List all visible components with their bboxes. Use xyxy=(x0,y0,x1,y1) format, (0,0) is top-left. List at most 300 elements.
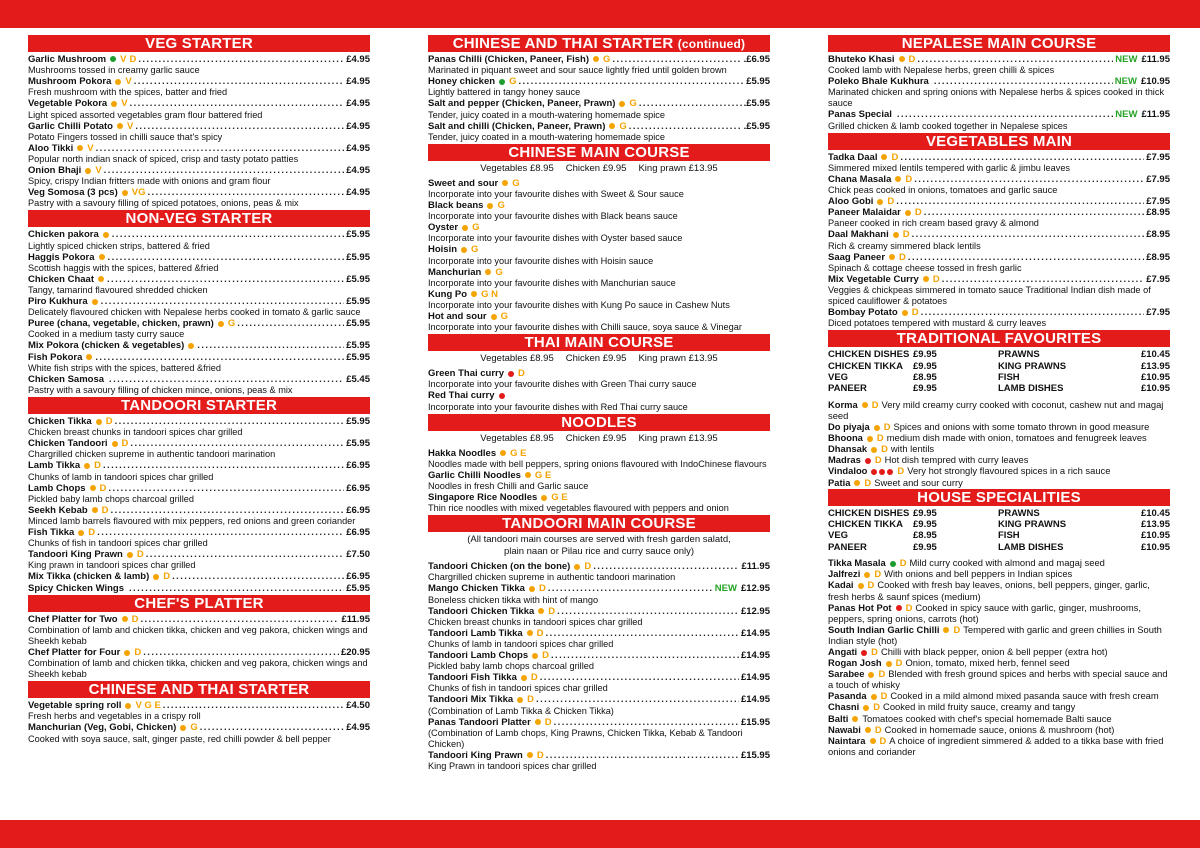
item-name: Paneer Malaidar xyxy=(828,207,901,219)
item-name: Garlic Mushroom xyxy=(28,54,107,65)
price-table-cell: FISH xyxy=(998,372,1020,384)
spice-dot-icon xyxy=(871,694,877,700)
dietary-tag: D xyxy=(899,251,906,263)
price-table-cell: CHICKEN DISHES xyxy=(828,349,910,361)
item-price: £6.95 xyxy=(346,571,370,583)
item-price: .£5.95 xyxy=(743,98,770,110)
spice-dot-icon xyxy=(887,469,893,475)
dot-leader xyxy=(143,647,339,658)
menu-item-row xyxy=(428,368,770,379)
spice-dot-icon xyxy=(499,79,505,85)
item-price: £5.95 xyxy=(346,318,370,330)
item-markers xyxy=(461,222,479,233)
dietary-tag: G xyxy=(471,244,479,256)
spice-dot-icon xyxy=(874,425,880,431)
curry-description: Spices and onions with some tomato thrown in good measure xyxy=(893,421,1150,433)
spice-dot-icon xyxy=(865,458,871,464)
price-option: Chicken £9.95 xyxy=(565,162,627,174)
item-price: £11.95 xyxy=(741,561,770,573)
item-description: Chunks of lamb in tandoori spices char grilled xyxy=(428,639,614,650)
section-vegetables-main xyxy=(828,133,1170,330)
dietary-tag: V G E xyxy=(135,700,161,712)
menu-item-row xyxy=(428,628,770,639)
price-table-cell: £9.95 xyxy=(913,349,937,361)
spice-dot-icon xyxy=(508,371,514,377)
dot-leader xyxy=(172,571,344,582)
price-table-cell: KING PRAWNS xyxy=(998,519,1067,531)
item-description: Incorporate into your favourite dishes with Manchurian sauce xyxy=(428,277,676,288)
item-price: £7.95 xyxy=(1146,173,1170,185)
item-name: Vegetable spring roll xyxy=(28,700,122,712)
menu-item-row xyxy=(28,416,370,427)
item-name: Garlic Chilli Potato xyxy=(28,120,113,132)
menu-item-row xyxy=(28,647,370,658)
dietary-tag: G xyxy=(495,266,503,278)
item-markers xyxy=(534,717,552,728)
section-thai-main-course xyxy=(428,334,770,412)
dietary-tag: V xyxy=(121,98,128,110)
dot-leader xyxy=(917,54,1113,65)
curry-name: Korma xyxy=(828,398,858,410)
menu-item-row xyxy=(428,561,770,572)
item-markers xyxy=(888,252,906,263)
item-price: £4.95 xyxy=(346,142,370,154)
item-price: £4.50 xyxy=(346,700,370,712)
price-table-cell: £9.95 xyxy=(913,519,937,531)
price-table xyxy=(828,508,1170,554)
dietary-tag: D xyxy=(94,460,101,472)
dietary-tag: G xyxy=(603,54,611,65)
spice-dot-icon xyxy=(541,495,547,501)
menu-item-row xyxy=(28,505,370,516)
item-price: £4.95 xyxy=(346,120,370,132)
menu-item-row xyxy=(28,121,370,132)
spice-dot-icon xyxy=(890,561,896,567)
section-tandoori-main-course xyxy=(428,515,770,772)
section-title: TRADITIONAL FAVOURITES xyxy=(896,330,1102,348)
section-header-thai-main-course xyxy=(428,334,770,351)
curry-name: Dhansak xyxy=(828,443,868,455)
menu-item-row xyxy=(828,196,1170,207)
dot-leader xyxy=(134,76,344,87)
dietary-tag: G xyxy=(497,200,505,212)
dietary-tag: D xyxy=(902,229,910,241)
item-markers xyxy=(531,650,549,661)
item-markers xyxy=(121,614,139,625)
dietary-tag: D xyxy=(879,734,887,746)
item-markers xyxy=(520,672,538,683)
price-option: King prawn £13.95 xyxy=(638,353,718,365)
dietary-tag: V xyxy=(120,54,127,65)
dot-leader xyxy=(639,98,742,109)
spice-dot-icon xyxy=(879,469,885,475)
item-price: £8.95 xyxy=(1146,229,1170,241)
item-name: Fish Pokora xyxy=(28,351,83,363)
dot-leader xyxy=(108,252,345,263)
curry-name: Balti xyxy=(828,712,849,724)
item-name: Chicken Tikka xyxy=(28,416,92,428)
section-header-chinese-main-course xyxy=(428,144,770,161)
item-description: (Combination of Lamb chops, King Prawns, Chicken Tikka, Kebab & Tandoori Chicken) xyxy=(428,727,743,749)
item-description: Grilled chicken & lamb cooked together in Nepalese spices xyxy=(828,120,1068,131)
dietary-tag: D xyxy=(874,723,882,735)
item-name: Vegetable Pokora xyxy=(28,98,108,110)
item-markers xyxy=(885,657,903,668)
spice-dot-icon xyxy=(117,123,123,129)
item-name: Bombay Potato xyxy=(828,307,898,319)
spice-dot-icon xyxy=(98,276,104,282)
item-markers xyxy=(870,690,888,701)
item-name: Mix Tikka (chicken & lamb) xyxy=(28,571,150,583)
menu-item-row xyxy=(28,352,370,363)
curry-style-entry xyxy=(828,690,1170,701)
dietary-tag: D xyxy=(548,605,556,617)
item-markers xyxy=(91,505,109,516)
spice-dot-icon xyxy=(517,697,523,703)
item-markers xyxy=(537,606,555,617)
item-price: £5.95 xyxy=(346,229,370,241)
item-description: Incorporate into your favourite dishes with Oyster based sauce xyxy=(428,233,683,244)
item-description: Incorporate into your favourite dishes with Black beans sauce xyxy=(428,211,678,222)
item-name: Kung Po xyxy=(428,288,468,300)
curry-name: Angati xyxy=(828,645,858,657)
price-table-cell: LAMB DISHES xyxy=(998,383,1064,395)
item-name: Piro Kukhura xyxy=(28,296,88,308)
item-markers xyxy=(102,229,110,240)
dietary-tag: D xyxy=(911,307,919,319)
dot-leader xyxy=(101,296,345,307)
item-markers xyxy=(507,368,525,379)
curry-style-entry xyxy=(828,668,1170,690)
menu-item-row xyxy=(28,143,370,154)
dietary-tag: D xyxy=(881,443,888,455)
spice-dot-icon xyxy=(218,321,224,327)
dot-leader xyxy=(896,196,1144,207)
item-price: £20.95 xyxy=(340,647,370,659)
dietary-tag: D xyxy=(88,527,96,539)
section-title: HOUSE SPECIALITIES xyxy=(917,488,1081,506)
menu-item-row xyxy=(28,460,370,471)
menu-item-row xyxy=(28,583,370,594)
item-markers xyxy=(873,421,891,432)
spice-dot-icon xyxy=(905,210,911,216)
item-price: £6.95 xyxy=(346,504,370,516)
spice-dot-icon xyxy=(525,472,531,478)
curry-style-entry xyxy=(828,465,1170,476)
curry-description: Cooked in spicy sauce with garlic, ginger, mushrooms, peppers, spring onions, carrots (hot) xyxy=(828,601,1141,624)
item-description: White fish strips with the spices, battered &fried xyxy=(28,362,222,373)
price-table-cell: VEG xyxy=(828,372,849,384)
dot-leader xyxy=(921,307,1145,318)
curry-style-entry xyxy=(828,713,1170,724)
item-markers xyxy=(853,477,871,488)
dietary-tag: G xyxy=(619,120,627,132)
menu-item-row xyxy=(28,76,370,87)
price-table-cell: £9.95 xyxy=(913,541,937,553)
price-option: Chicken £9.95 xyxy=(565,432,627,444)
price-option: Vegetables £8.95 xyxy=(480,162,554,174)
item-price: £6.95 xyxy=(346,460,370,472)
section-nepalese-main-course xyxy=(828,35,1170,132)
item-description: Diced potatoes tempered with mustard & curry leaves xyxy=(828,318,1047,329)
item-description: Incorporate into your favourite dishes with Kung Po sauce in Cashew Nuts xyxy=(428,300,730,311)
item-markers xyxy=(863,568,881,579)
dietary-tag: D xyxy=(908,54,916,65)
item-price: £5.95 xyxy=(346,438,370,450)
item-price: £5.95 xyxy=(746,76,770,88)
item-name: Tandoori King Prawn xyxy=(28,549,123,561)
item-name: Chicken Chaat xyxy=(28,273,94,285)
price-table-cell: PANEER xyxy=(828,541,867,553)
item-price: £12.95 xyxy=(740,583,770,595)
dot-leader xyxy=(108,483,344,494)
price-table-cell: PRAWNS xyxy=(998,349,1040,361)
spice-dot-icon xyxy=(471,291,477,297)
item-description: Rich & creamy simmered black lentils xyxy=(828,240,981,251)
section-header-house-specialities xyxy=(828,489,1170,506)
dot-leader xyxy=(96,143,345,154)
item-description: Incorporate into your favourite dishes with Sweet & Sour sauce xyxy=(428,189,684,200)
item-price: £5.95 xyxy=(346,273,370,285)
item-markers xyxy=(460,244,478,255)
item-price: .£5.95 xyxy=(743,120,770,132)
item-markers xyxy=(573,561,591,572)
item-description: Delicately flavoured chicken with Nepalese herbs cooked in tomato & garlic sauce xyxy=(28,307,361,318)
spice-dot-icon xyxy=(500,450,506,456)
dot-leader xyxy=(197,340,344,351)
item-price: £15.95 xyxy=(740,749,770,761)
section-title: VEG STARTER xyxy=(145,35,253,52)
dietary-tag: D xyxy=(953,623,961,635)
menu-item-row xyxy=(28,54,370,65)
curry-name: Madras xyxy=(828,454,861,466)
item-description: Chunks of lamb in tandoori spices char grilled xyxy=(28,471,214,482)
item-price: £4.95 xyxy=(346,54,370,65)
dot-leader xyxy=(540,672,739,683)
item-name: Chicken pakora xyxy=(28,229,99,241)
item-description: Tender, juicy coated in a mouth-watering homemade spice xyxy=(428,109,665,120)
dietary-tag: D xyxy=(874,454,882,466)
item-name: Sweet and sour xyxy=(428,177,499,189)
item-markers xyxy=(866,432,884,443)
price-table-cell: FISH xyxy=(998,530,1020,542)
dot-leader xyxy=(115,416,345,427)
menu-item-row xyxy=(828,76,1170,87)
item-name: Manchurian (Veg, Gobi, Chicken) xyxy=(28,722,177,734)
item-price: £11.95 xyxy=(1141,54,1170,65)
item-name: Green Thai curry xyxy=(428,368,505,380)
price-line xyxy=(428,163,770,175)
dot-leader xyxy=(140,614,339,625)
item-description: Veggies & chickpeas simmered in tomato sauce Traditional Indian dish made of spiced cauliflower & potatoes xyxy=(828,285,1151,307)
dietary-tag: D xyxy=(876,432,884,444)
menu-item-row xyxy=(28,374,370,385)
menu-item-row xyxy=(28,252,370,263)
curry-style-entry xyxy=(828,454,1170,465)
spice-dot-icon xyxy=(858,583,864,589)
menu-item-row xyxy=(828,307,1170,318)
curry-style-entry xyxy=(828,724,1170,735)
dietary-tag: D xyxy=(867,579,875,591)
dietary-tag: V xyxy=(95,165,102,177)
spice-dot-icon xyxy=(86,354,92,360)
menu-item-row xyxy=(28,340,370,351)
item-description: Pastry with a savoury filling of spiced potatoes, onions, peas & mix xyxy=(28,198,299,209)
spice-dot-icon xyxy=(871,447,877,453)
dietary-tag: VG xyxy=(131,187,146,199)
item-name: Seekh Kebab xyxy=(28,504,88,516)
spice-dot-icon xyxy=(502,180,508,186)
item-description: King prawn in tandoori spices char grilled xyxy=(28,560,196,571)
section-header-traditional-favourites xyxy=(828,330,1170,347)
item-price: £7.95 xyxy=(1146,273,1170,285)
dietary-tag: G xyxy=(190,722,198,734)
item-name: Tandoori Mix Tikka xyxy=(428,694,514,706)
price-table-cell: £9.95 xyxy=(913,360,937,372)
item-price: £5.95 xyxy=(346,582,370,594)
item-price: £14.95 xyxy=(740,694,770,706)
curry-style-entry xyxy=(828,443,1170,454)
section-header-chef-s-platter xyxy=(28,595,370,612)
dot-leader xyxy=(95,352,344,363)
curry-name: Nawabi xyxy=(828,723,861,735)
curry-style-entry xyxy=(828,624,1170,646)
curry-description: Chilli with black pepper, onion & bell pepper (extra hot) xyxy=(880,645,1108,657)
dietary-tag: D xyxy=(101,504,109,516)
item-name: Tandoori King Prawn xyxy=(428,749,523,761)
curry-description: Mild curry cooked with almond and magaj seed xyxy=(909,557,1105,569)
spice-dot-icon xyxy=(491,314,497,320)
curry-name: Pasanda xyxy=(828,690,867,702)
item-name: Hakka Noodles xyxy=(428,447,497,459)
item-description: Spinach & cottage cheese tossed in fresh garlic xyxy=(828,262,1022,273)
price-table-cell: KING PRAWNS xyxy=(998,360,1067,372)
item-price: £7.95 xyxy=(1146,196,1170,208)
section-subtitle: (continued) xyxy=(677,37,746,51)
item-description: Popular north indian snack of spiced, crisp and tasty potato patties xyxy=(28,154,299,165)
curry-name: Tikka Masala xyxy=(828,557,886,569)
item-markers xyxy=(608,121,626,132)
menu-item-row xyxy=(428,448,770,459)
item-description: Paneer cooked in rich cream based gravy & almond xyxy=(828,218,1039,229)
menu-item-row xyxy=(28,229,370,240)
new-badge: NEW xyxy=(714,583,737,595)
menu-item-row xyxy=(428,750,770,761)
item-name: Lamb Tikka xyxy=(28,460,81,472)
dot-leader xyxy=(548,583,713,594)
price-option: King prawn £13.95 xyxy=(638,432,718,444)
dietary-tag: G xyxy=(472,222,480,234)
dietary-tag: D xyxy=(542,650,549,662)
dot-leader xyxy=(924,207,1144,218)
menu-item-row xyxy=(428,178,770,189)
curry-style-entry xyxy=(828,399,1170,421)
menu-item-row xyxy=(28,549,370,560)
menu-item-row xyxy=(28,722,370,733)
curry-name: Naintara xyxy=(828,734,866,746)
price-table-cell: £10.95 xyxy=(1140,530,1170,542)
curry-description: with lentils xyxy=(890,443,935,455)
item-markers xyxy=(870,465,904,476)
item-markers xyxy=(123,647,141,658)
item-name: Lamb Chops xyxy=(28,482,86,494)
item-markers xyxy=(857,579,875,590)
curry-description: Cooked in mild fruity sauce, creamy and tangy xyxy=(883,701,1076,713)
item-name: Tadka Daal xyxy=(828,151,878,163)
spice-dot-icon xyxy=(538,608,544,614)
item-markers xyxy=(870,443,888,454)
section-header-chinese-and-thai-starter xyxy=(428,35,770,52)
section-house-specialities xyxy=(828,489,1170,757)
item-name: Chef Platter for Two xyxy=(28,613,118,625)
menu-item-row xyxy=(828,54,1170,65)
item-name: Mango Chicken Tikka xyxy=(428,583,525,595)
item-name: Aloo Gobi xyxy=(828,196,874,208)
dot-leader xyxy=(912,229,1145,240)
item-markers xyxy=(904,207,922,218)
item-description: King Prawn in tandoori spices char grilled xyxy=(428,761,597,772)
dietary-tag: D xyxy=(878,668,886,680)
item-name: Tandoori Fish Tikka xyxy=(428,672,517,684)
item-price: .£6.95 xyxy=(743,54,770,65)
curry-description: Very hot strongly flavoured spices in a rich sauce xyxy=(907,465,1111,477)
spice-dot-icon xyxy=(863,705,869,711)
item-description: Chick peas cooked in onions, tomatoes and garlic sauce xyxy=(828,185,1058,196)
spice-dot-icon xyxy=(124,650,130,656)
curry-style-entry xyxy=(828,657,1170,668)
dietary-tag: G xyxy=(227,318,236,330)
dot-leader xyxy=(554,717,739,728)
spice-dot-icon xyxy=(92,507,98,513)
curry-description: Onion, tomato, mixed herb, fennel seed xyxy=(905,657,1070,669)
curry-style-entry xyxy=(828,602,1170,624)
dietary-tag: G E xyxy=(534,469,552,481)
dietary-tag: D xyxy=(536,749,544,761)
dietary-tag: D xyxy=(871,398,879,410)
item-markers xyxy=(526,750,544,761)
price-table-cell: £10.45 xyxy=(1140,507,1170,519)
item-markers xyxy=(83,460,101,471)
dot-leader xyxy=(129,583,344,594)
dietary-tag: D xyxy=(584,561,592,573)
spice-dot-icon xyxy=(103,232,109,238)
item-price: £12.95 xyxy=(740,605,770,617)
curry-description: Tempered with garlic and green chillies in South Indian style (hot) xyxy=(828,623,1162,646)
menu-item-row xyxy=(828,252,1170,263)
item-description: Boneless chicken tikka with hint of mango xyxy=(428,594,599,605)
dietary-tag: G N xyxy=(481,288,498,300)
spice-dot-icon xyxy=(96,419,102,425)
item-name: Hot and sour xyxy=(428,311,487,323)
dietary-tag: D xyxy=(864,476,872,488)
item-description: Chunks of fish in tandoori spices char grilled xyxy=(28,538,208,549)
spice-dot-icon xyxy=(111,101,117,107)
menu-item-row xyxy=(28,274,370,285)
item-name: Tandoori Lamb Tikka xyxy=(428,627,523,639)
price-table-cell: £8.95 xyxy=(913,530,937,542)
dot-leader xyxy=(148,187,345,198)
item-description: Thin rice noodles with mixed vegetables flavoured with peppers and onion xyxy=(428,503,729,514)
curry-name: Panas Hot Pot xyxy=(828,601,892,613)
dot-leader xyxy=(897,109,1113,120)
menu-item-row xyxy=(428,583,770,594)
item-name: Hoisin xyxy=(428,244,458,256)
section-chef-s-platter xyxy=(28,595,370,680)
menu-column-1 xyxy=(28,34,370,745)
item-price: £7.95 xyxy=(1146,151,1170,163)
item-price: £5.45 xyxy=(346,373,370,385)
item-markers xyxy=(862,701,880,712)
